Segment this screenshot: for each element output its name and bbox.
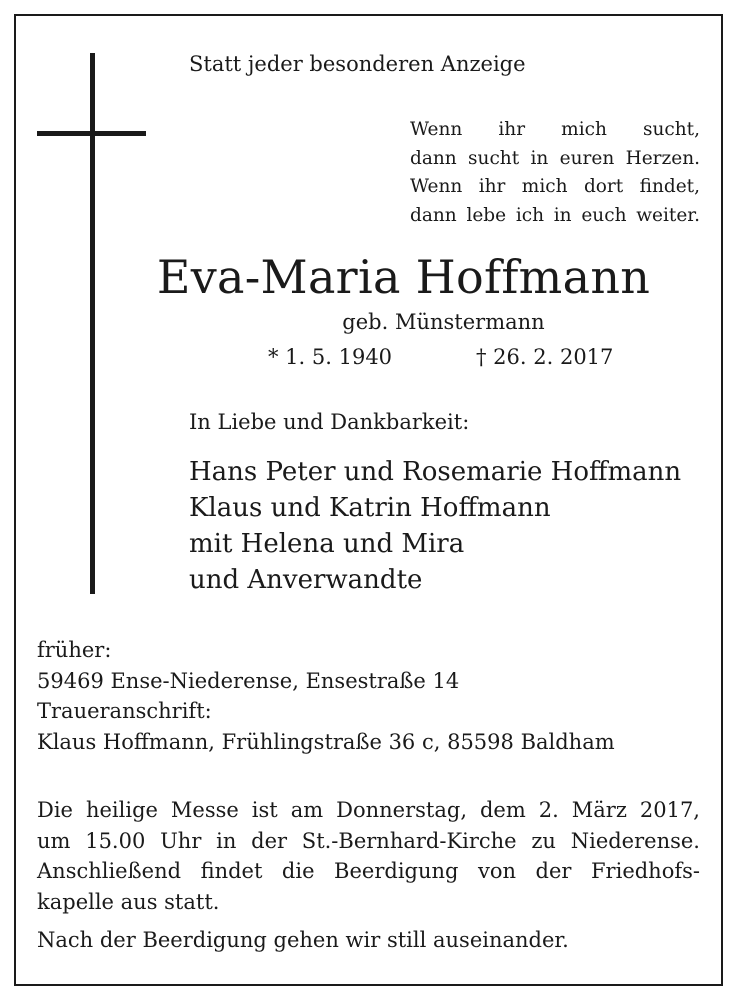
mourner-line: mit Helena und Mira — [189, 529, 465, 559]
mourning-address-label: Traueranschrift: — [37, 699, 212, 723]
service-line: Die heilige Messe ist am Donnerstag, dem 2. März 2017, — [37, 798, 700, 822]
cross-icon-crossbar — [37, 131, 146, 136]
mourning-address: Klaus Hoffmann, Frühlingstraße 36 c, 85598 Baldham — [37, 729, 615, 754]
service-line: um 15.00 Uhr in der St.-Bernhard-Kirche zu Niederense. — [37, 828, 700, 853]
deceased-name: Eva-Maria Hoffmann — [156, 250, 651, 304]
mourners-intro: In Liebe und Dankbarkeit: — [189, 410, 470, 434]
poem-line: dann lebe ich in euch weiter. — [410, 204, 700, 226]
notice-heading: Statt jeder besonderen Anzeige — [189, 52, 526, 76]
service-line: kapelle aus statt. — [37, 889, 220, 914]
poem-line: dann sucht in euren Herzen. — [410, 147, 700, 169]
mourner-line: und Anverwandte — [189, 565, 423, 595]
poem-line: Wenn ihr mich sucht, — [410, 119, 700, 140]
poem-line: Wenn ihr mich dort findet, — [410, 176, 700, 197]
mourners-list — [189, 454, 681, 598]
service-line: Anschließend findet die Beerdigung von der Friedhofs- — [37, 859, 700, 883]
birth-date: * 1. 5. 1940 — [268, 345, 393, 369]
birth-name: geb. Münstermann — [342, 310, 545, 334]
mourner-line: Klaus und Katrin Hoffmann — [189, 493, 551, 523]
former-address: 59469 Ense-Niederense, Ensestraße 14 — [37, 668, 460, 693]
mourner-line: Hans Peter und Rosemarie Hoffmann — [189, 457, 682, 487]
death-date: † 26. 2. 2017 — [476, 345, 614, 369]
former-label: früher: — [37, 638, 112, 662]
closing-note: Nach der Beerdigung gehen wir still auseinander. — [37, 928, 569, 952]
service-details — [37, 795, 700, 917]
poem — [410, 116, 700, 230]
addresses — [37, 635, 615, 757]
